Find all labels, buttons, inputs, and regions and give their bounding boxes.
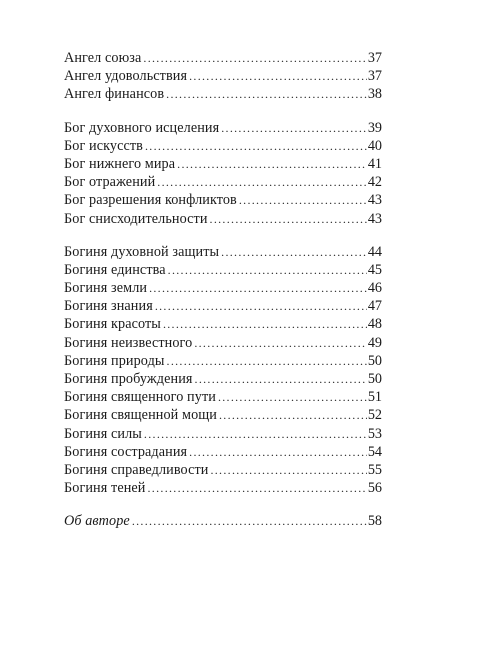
dot-leader bbox=[148, 479, 367, 497]
toc-entry[interactable] bbox=[64, 243, 382, 261]
toc-entry[interactable] bbox=[64, 406, 382, 424]
toc-entry-page: 39 bbox=[367, 119, 382, 136]
dot-leader bbox=[149, 279, 367, 297]
toc-entry-title: Бог нижнего мира bbox=[64, 155, 176, 172]
toc-entry-title: Бог разрешения конфликтов bbox=[64, 192, 237, 209]
toc-entry[interactable] bbox=[64, 425, 382, 443]
dot-leader bbox=[145, 137, 367, 155]
toc-entry-page: 50 bbox=[367, 352, 382, 369]
toc-entry-title: Богиня красоты bbox=[64, 316, 161, 333]
toc-entry[interactable] bbox=[64, 173, 382, 191]
dot-leader bbox=[218, 388, 367, 406]
dot-leader bbox=[155, 297, 367, 315]
toc-entry-page: 58 bbox=[367, 513, 382, 530]
toc-entry-page: 37 bbox=[367, 68, 382, 85]
toc-entry-page: 48 bbox=[367, 316, 382, 333]
toc-entry-page: 41 bbox=[367, 155, 382, 172]
toc-entry-title: Богиня духовной защиты bbox=[64, 243, 220, 260]
toc-entry-title: Богиня священного пути bbox=[64, 389, 216, 406]
dot-leader bbox=[189, 443, 367, 461]
dot-leader bbox=[221, 119, 367, 137]
toc-entry-title: Бог снисходительности bbox=[64, 210, 208, 227]
toc-entry-page: 56 bbox=[367, 480, 382, 497]
toc-entry[interactable] bbox=[64, 155, 382, 173]
toc-entry[interactable] bbox=[64, 388, 382, 406]
toc-entry[interactable] bbox=[64, 210, 382, 228]
toc-entry-page: 47 bbox=[367, 298, 382, 315]
dot-leader bbox=[210, 210, 367, 228]
toc-entry-title: Ангел союза bbox=[64, 50, 142, 66]
toc-entry[interactable] bbox=[64, 297, 382, 315]
dot-leader bbox=[163, 315, 367, 333]
toc-entry-page: 43 bbox=[367, 192, 382, 209]
toc-group-gods bbox=[64, 119, 382, 228]
toc-entry-page: 49 bbox=[367, 334, 382, 351]
toc-entry[interactable] bbox=[64, 443, 382, 461]
toc-entry[interactable] bbox=[64, 479, 382, 497]
toc-entry-title: Богиня священной мощи bbox=[64, 407, 217, 424]
toc-entry-about-author[interactable] bbox=[64, 512, 382, 530]
toc-entry[interactable] bbox=[64, 334, 382, 352]
toc-entry-title: Богиня пробуждения bbox=[64, 371, 193, 387]
toc-entry-page: 51 bbox=[367, 389, 382, 406]
toc-entry[interactable] bbox=[64, 352, 382, 370]
dot-leader bbox=[177, 155, 367, 173]
toc-entry-title: Ангел удовольствия bbox=[64, 68, 188, 85]
toc-entry[interactable] bbox=[64, 67, 382, 85]
toc-entry-title: Богиня земли bbox=[64, 280, 148, 297]
toc-entry-title: Бог отражений bbox=[64, 174, 156, 191]
toc-entry-title: Богиня справедливости bbox=[64, 461, 209, 478]
dot-leader bbox=[194, 334, 366, 352]
toc-entry-title: Об авторе bbox=[64, 513, 130, 530]
toc-entry[interactable] bbox=[64, 279, 382, 297]
toc-entry-page: 42 bbox=[367, 174, 382, 191]
toc-entry-page: 55 bbox=[367, 461, 382, 478]
dot-leader bbox=[166, 85, 367, 103]
toc-entry[interactable] bbox=[64, 370, 382, 388]
dot-leader bbox=[210, 461, 366, 479]
toc-entry-page: 40 bbox=[367, 137, 382, 154]
toc-entry-page: 37 bbox=[367, 50, 382, 66]
dot-leader bbox=[168, 261, 367, 279]
toc-entry-title: Богиня знания bbox=[64, 298, 153, 315]
toc-entry-page: 54 bbox=[367, 443, 382, 460]
toc-entry[interactable] bbox=[64, 49, 382, 67]
toc-entry-page: 38 bbox=[367, 86, 382, 103]
toc-entry-page: 46 bbox=[367, 280, 382, 297]
toc-entry-page: 52 bbox=[367, 407, 382, 424]
dot-leader bbox=[219, 406, 367, 424]
dot-leader bbox=[157, 173, 367, 191]
toc-entry-title: Ангел финансов bbox=[64, 86, 165, 103]
toc-entry-title: Богиня природы bbox=[64, 352, 165, 369]
toc-entry[interactable] bbox=[64, 315, 382, 333]
toc-entry-title: Бог духовного исцеления bbox=[64, 119, 220, 136]
dot-leader bbox=[239, 191, 367, 209]
toc-entry-page: 53 bbox=[367, 425, 382, 442]
toc-entry-title: Богиня неизвестного bbox=[64, 334, 193, 351]
toc-entry-title: Богиня силы bbox=[64, 425, 142, 442]
toc-group-goddesses bbox=[64, 243, 382, 498]
dot-leader bbox=[221, 243, 367, 261]
toc-entry[interactable] bbox=[64, 261, 382, 279]
toc-entry[interactable] bbox=[64, 191, 382, 209]
dot-leader bbox=[189, 67, 367, 85]
toc-entry-title: Богиня единства bbox=[64, 261, 166, 278]
toc-entry-page: 45 bbox=[367, 261, 382, 278]
toc-entry[interactable] bbox=[64, 119, 382, 137]
toc-entry-page: 50 bbox=[367, 371, 382, 387]
toc-entry-title: Бог искусств bbox=[64, 137, 143, 154]
dot-leader bbox=[195, 370, 367, 388]
toc-entry[interactable] bbox=[64, 461, 382, 479]
dot-leader bbox=[167, 352, 367, 370]
dot-leader bbox=[143, 49, 366, 67]
table-of-contents bbox=[64, 49, 382, 531]
toc-entry[interactable] bbox=[64, 137, 382, 155]
toc-entry[interactable] bbox=[64, 85, 382, 103]
toc-entry-page: 43 bbox=[367, 210, 382, 227]
toc-entry-page: 44 bbox=[367, 243, 382, 260]
dot-leader bbox=[144, 425, 367, 443]
toc-entry-title: Богиня теней bbox=[64, 480, 146, 497]
toc-entry-title: Богиня сострадания bbox=[64, 443, 188, 460]
toc-group-angels bbox=[64, 49, 382, 104]
toc-group-about bbox=[64, 512, 382, 530]
dot-leader bbox=[132, 512, 367, 530]
